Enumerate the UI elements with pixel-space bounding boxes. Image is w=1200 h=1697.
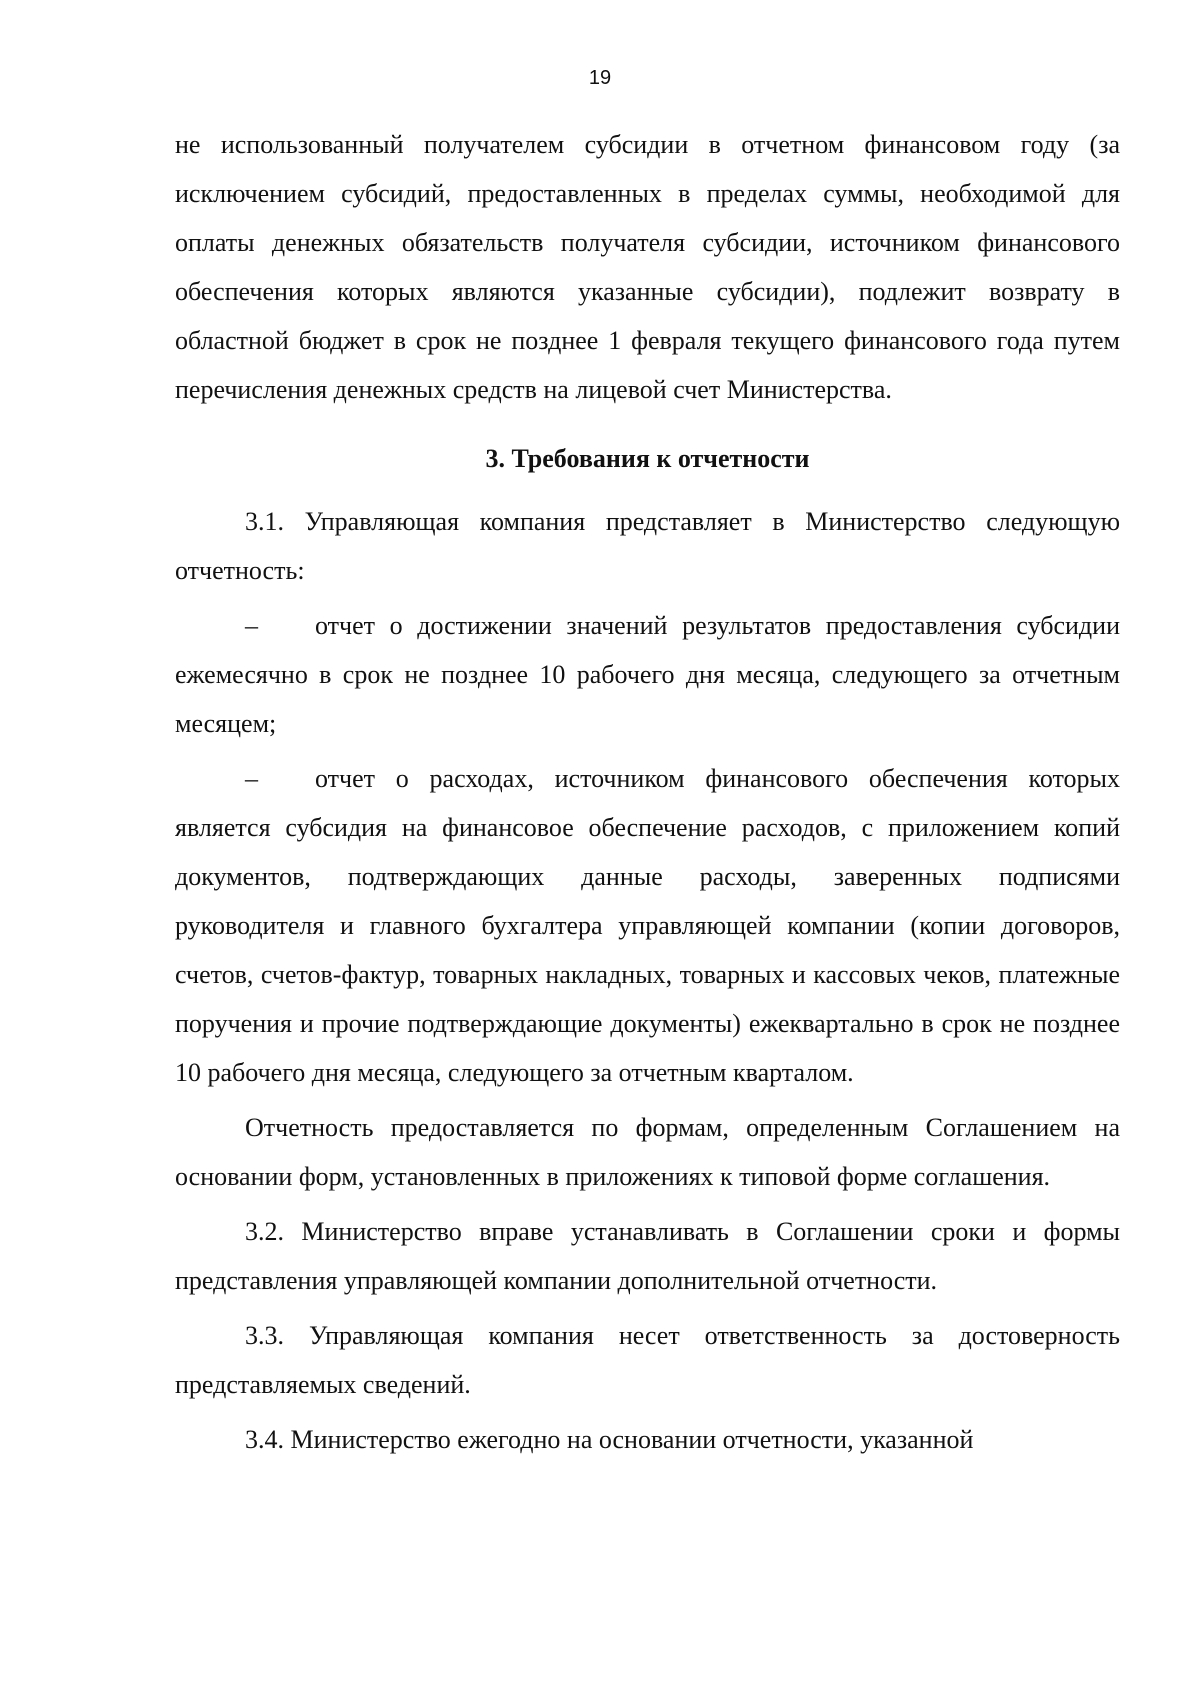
paragraph-forms: Отчетность предоставляется по формам, определенным Соглашением на основании форм, установленных в приложениях к типовой форме соглашения. [175,1113,1120,1191]
bullet-item-1-text: отчет о достижении значений результатов предоставления субсидии ежемесячно в срок не позднее 10 рабочего дня месяца, следующего за отчетным месяцем; [175,611,1120,738]
document-body [175,120,1120,1464]
bullet-item-1 [175,601,1120,748]
paragraph-3-2: 3.2. Министерство вправе устанавливать в Соглашении сроки и формы представления управляющей компании дополнительной отчетности. [175,1217,1120,1295]
dash-marker: – [245,611,258,640]
paragraph-3-1: 3.1. Управляющая компания представляет в Министерство следующую отчетность: [175,507,1120,585]
paragraph-3-3: 3.3. Управляющая компания несет ответственность за достоверность представляемых сведений. [175,1321,1120,1399]
paragraph-continuation: не использованный получателем субсидии в отчетном финансовом году (за исключением субсидий, предоставленных в пределах суммы, необходимой для оплаты денежных обязательств получателя субсидии, источником финансового обеспечения которых являются указанные субсидии), подлежит возврату в областной бюджет в срок не позднее 1 февраля текущего финансового года путем перечисления денежных средств на лицевой счет Министерства. [175,130,1120,404]
page-number: 19 [588,67,612,89]
bullet-item-2-text: отчет о расходах, источником финансового обеспечения которых является субсидия на финансовое обеспечение расходов, с приложением копий документов, подтверждающих данные расходы, заверенных подписями руководителя и главного бухгалтера управляющей компании (копии договоров, счетов, счетов-фактур, товарных накладных, товарных и кассовых чеков, платежные поручения и прочие подтверждающие документы) ежеквартально в срок не позднее 10 рабочего дня месяца, следующего за отчетным кварталом. [175,764,1120,1087]
section-heading: 3. Требования к отчетности [485,444,810,473]
paragraph-3-4: 3.4. Министерство ежегодно на основании отчетности, указанной [245,1425,974,1454]
dash-marker: – [245,764,258,793]
bullet-item-2 [175,754,1120,1097]
